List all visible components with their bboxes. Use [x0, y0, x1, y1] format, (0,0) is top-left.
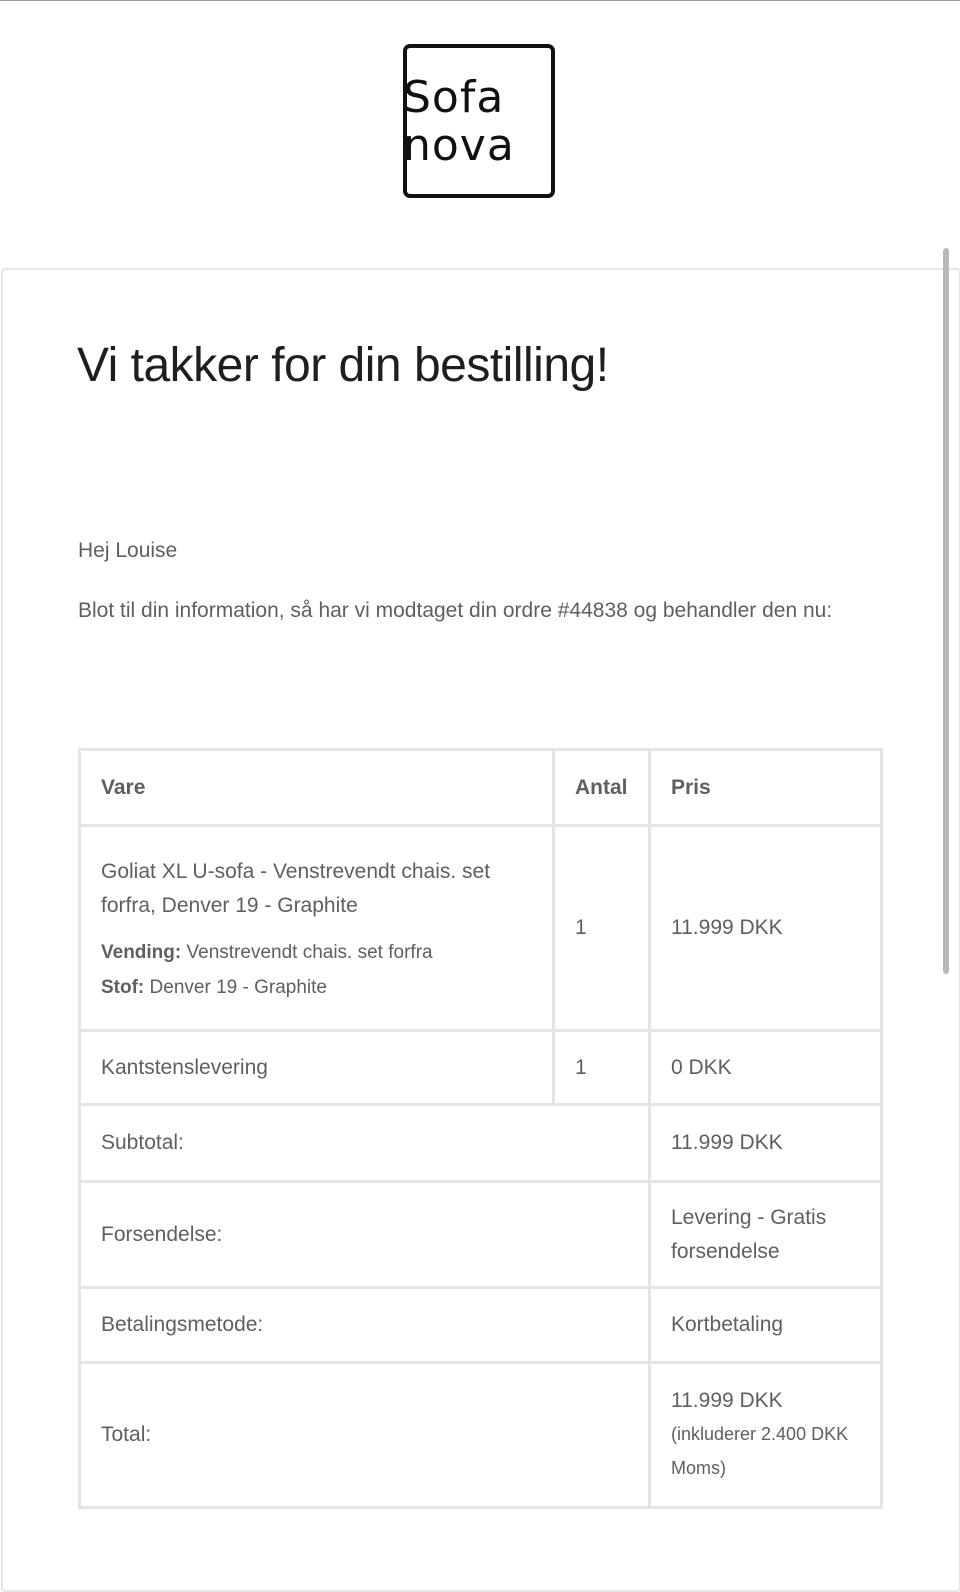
brand-logo[interactable] [403, 44, 555, 198]
item-price: 11.999 DKK [650, 826, 882, 1031]
payment-label: Betalingsmetode: [80, 1288, 650, 1363]
greeting-text: Hej Louise [78, 539, 178, 562]
item-meta-stof [101, 975, 532, 1001]
item-cell [80, 826, 554, 1031]
scrollbar-thumb[interactable] [943, 248, 949, 974]
order-table [78, 748, 883, 1509]
meta-value: Venstrevendt chais. set forfra [186, 942, 433, 963]
item-meta-vending [101, 940, 532, 966]
total-vat-note: (inkluderer 2.400 DKK Moms) [671, 1424, 849, 1478]
intro-text: Blot til din information, så har vi modtaget din ordre #44838 og behandler den nu: [78, 599, 833, 622]
item-qty: 1 [554, 1031, 650, 1105]
meta-value: Denver 19 - Graphite [149, 977, 327, 998]
summary-row-subtotal [80, 1105, 882, 1182]
table-header-row [80, 750, 882, 826]
table-row [80, 1031, 882, 1105]
top-divider [0, 0, 960, 1]
shipping-value: Levering - Gratis forsendelse [650, 1182, 882, 1288]
header-price: Pris [650, 750, 882, 826]
summary-row-payment [80, 1288, 882, 1363]
logo-line-1: Sofa [403, 72, 505, 123]
shipping-label: Forsendelse: [80, 1182, 650, 1288]
item-price: 0 DKK [650, 1031, 882, 1105]
item-qty: 1 [554, 826, 650, 1031]
subtotal-value: 11.999 DKK [650, 1105, 882, 1182]
total-label: Total: [80, 1363, 650, 1508]
item-name: Kantstenslevering [80, 1031, 554, 1105]
summary-row-total [80, 1363, 882, 1508]
subtotal-label: Subtotal: [80, 1105, 650, 1182]
summary-row-shipping [80, 1182, 882, 1288]
meta-label: Vending: [101, 942, 182, 963]
payment-value: Kortbetaling [650, 1288, 882, 1363]
table-row [80, 826, 882, 1031]
header-item: Vare [80, 750, 554, 826]
logo-wordmark [403, 74, 529, 170]
page-title: Vi takker for din bestilling! [77, 339, 609, 392]
item-name: Goliat XL U-sofa - Venstrevendt chais. set forfra, Denver 19 - Graphite [101, 860, 491, 917]
meta-label: Stof: [101, 977, 145, 998]
header-qty: Antal [554, 750, 650, 826]
logo-line-2: nova [403, 120, 515, 171]
total-cell [650, 1363, 882, 1508]
total-value: 11.999 DKK [671, 1389, 783, 1412]
